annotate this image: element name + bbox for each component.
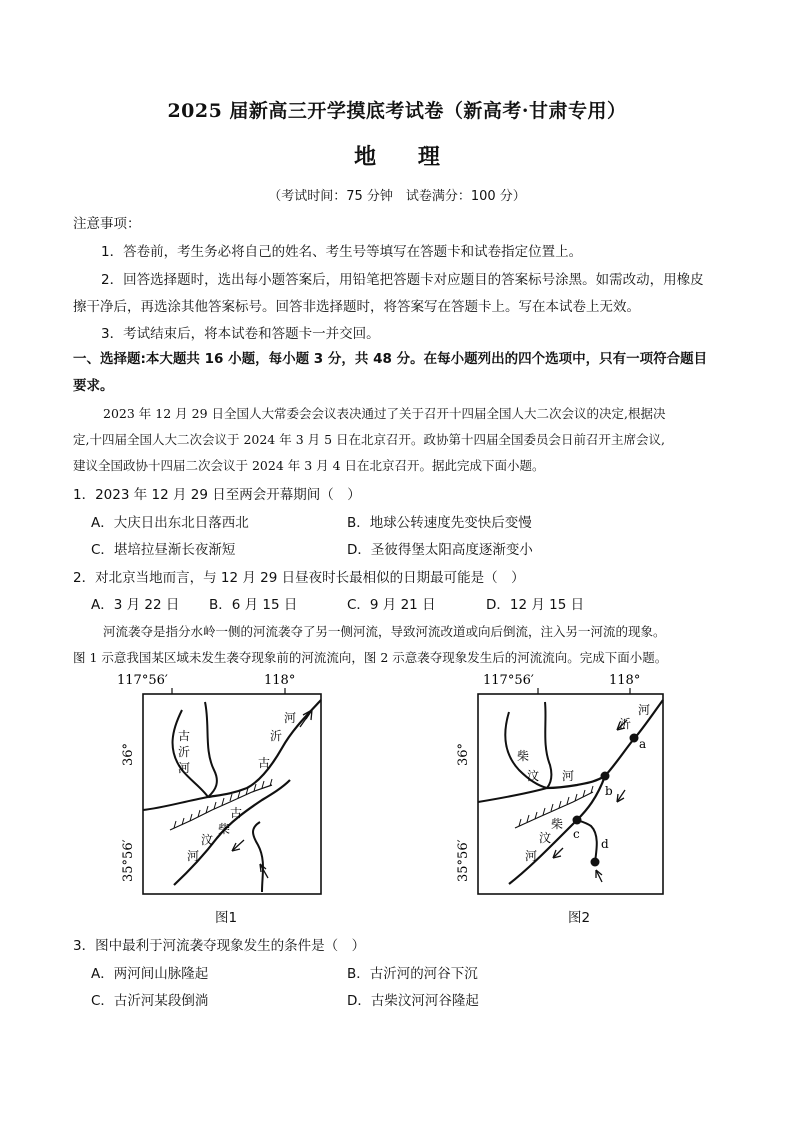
note-item: 擦干净后，再选涂其他答案标号。回答非选择题时，将答案写在答题卡上。写在本试卷上无效。	[73, 299, 640, 315]
river-tributary-south	[253, 822, 263, 892]
lon-label: 117°56′	[483, 673, 534, 688]
figure-1-caption: 图1	[215, 910, 238, 926]
map-label: 古	[258, 756, 271, 770]
point-d	[591, 858, 600, 867]
passage-line: 图 1 示意我国某区域未发生袭夺现象前的河流流向，图 2 示意袭夺现象发生后的河流流向。完成下面小题。	[73, 650, 668, 665]
point-a	[630, 734, 639, 743]
river-d-branch	[577, 820, 597, 862]
passage-line: 定,十四届全国人大二次会议于 2024 年 3 月 5 日在北京召开。政协第十四届全国委员会日前召开主席会议,	[73, 432, 666, 447]
map-label: 河	[638, 703, 651, 717]
figure-2-map	[447, 670, 677, 900]
lon-label: 118°	[264, 673, 296, 688]
map-label: 柴	[551, 817, 564, 831]
figure-1-map	[112, 670, 332, 900]
map-label: 沂	[619, 717, 632, 731]
note-item: 3．考试结束后，将本试卷和答题卡一并交回。	[101, 326, 380, 342]
lon-label: 117°56′	[117, 673, 168, 688]
exam-title: 2025 届新高三开学摸底考试卷（新高考·甘肃专用）	[167, 100, 627, 122]
river-tributary	[545, 702, 551, 788]
map-label: 汶	[201, 833, 214, 847]
lat-label: 35°56′	[121, 839, 136, 882]
point-label: b	[605, 784, 613, 798]
river-tributary-west	[478, 788, 547, 802]
map-label: 河	[178, 761, 191, 775]
subject-title: 地 理	[354, 144, 440, 170]
q1-option-b[interactable]: B．地球公转速度先变快后变慢	[347, 515, 532, 531]
passage-line: 河流袭夺是指分水岭一侧的河流袭夺了另一侧河流，导致河流改道或向后倒流，注入另一河流的现象。	[103, 624, 666, 639]
lat-label: 36°	[456, 742, 471, 766]
point-b	[601, 772, 610, 781]
q3-option-d[interactable]: D．古柴汶河河谷隆起	[347, 993, 479, 1009]
map-label: 沂	[270, 729, 283, 743]
q1-option-c[interactable]: C．堪培拉昼渐长夜渐短	[91, 542, 236, 558]
q2-option-b[interactable]: B．6 月 15 日	[209, 597, 298, 613]
q3-option-a[interactable]: A．两河间山脉隆起	[91, 966, 209, 982]
point-label: d	[601, 837, 609, 851]
map-label: 河	[525, 849, 538, 863]
map-label: 河	[284, 711, 297, 725]
section-heading: 一、选择题:本大题共 16 小题，每小题 3 分，共 48 分。在每小题列出的四个选项中，只有一项符合题目	[73, 351, 708, 367]
q3-option-b[interactable]: B．古沂河的河谷下沉	[347, 966, 478, 982]
q2-option-c[interactable]: C．9 月 21 日	[347, 597, 436, 613]
map-label: 沂	[178, 745, 191, 759]
passage-line: 2023 年 12 月 29 日全国人大常委会会议表决通过了关于召开十四届全国人大二次会议的决定,根据决	[103, 406, 666, 421]
map-label: 古	[178, 729, 191, 743]
note-item: 1．答卷前，考生务必将自己的姓名、考生号等填写在答题卡和试卷指定位置上。	[101, 244, 583, 260]
question-1-stem: 1．2023 年 12 月 29 日至两会开幕期间（ ）	[73, 487, 361, 503]
question-3-stem: 3．图中最利于河流袭夺现象发生的条件是（ ）	[73, 938, 366, 954]
map-label: 柴	[218, 822, 231, 836]
map-label: 汶	[539, 831, 552, 845]
point-label: c	[573, 827, 580, 841]
river-gu-yi-east	[205, 702, 217, 797]
notes-heading: 注意事项：	[73, 216, 141, 232]
map-label: 柴	[517, 749, 530, 763]
lat-label: 35°56′	[456, 839, 471, 882]
map-label: 汶	[527, 769, 540, 783]
passage-line: 建议全国政协十四届二次会议于 2024 年 3 月 4 日在北京召开。据此完成下面小题。	[73, 458, 545, 473]
q2-option-a[interactable]: A．3 月 22 日	[91, 597, 180, 613]
map-label: 古	[230, 806, 243, 820]
q2-option-d[interactable]: D．12 月 15 日	[486, 597, 585, 613]
note-item: 2．回答选择题时，选出每小题答案后，用铅笔把答题卡对应题目的答案标号涂黑。如需改动，用橡皮	[101, 272, 704, 288]
q1-option-a[interactable]: A．大庆日出东北日落西北	[91, 515, 249, 531]
question-2-stem: 2．对北京当地而言，与 12 月 29 日昼夜时长最相似的日期最可能是（ ）	[73, 570, 525, 586]
lat-label: 36°	[121, 742, 136, 766]
point-c	[573, 816, 582, 825]
q1-option-d[interactable]: D．圣彼得堡太阳高度逐渐变小	[347, 542, 533, 558]
map-label: 河	[187, 849, 200, 863]
map-label: 河	[562, 769, 575, 783]
q3-option-c[interactable]: C．古沂河某段倒淌	[91, 993, 209, 1009]
lon-label: 118°	[609, 673, 641, 688]
section-heading-cont: 要求。	[73, 378, 114, 394]
exam-meta: （考试时间：75 分钟 试卷满分：100 分）	[268, 189, 526, 204]
point-label: a	[639, 737, 647, 751]
river-tributary	[143, 797, 208, 810]
figure-2-caption: 图2	[568, 910, 591, 926]
